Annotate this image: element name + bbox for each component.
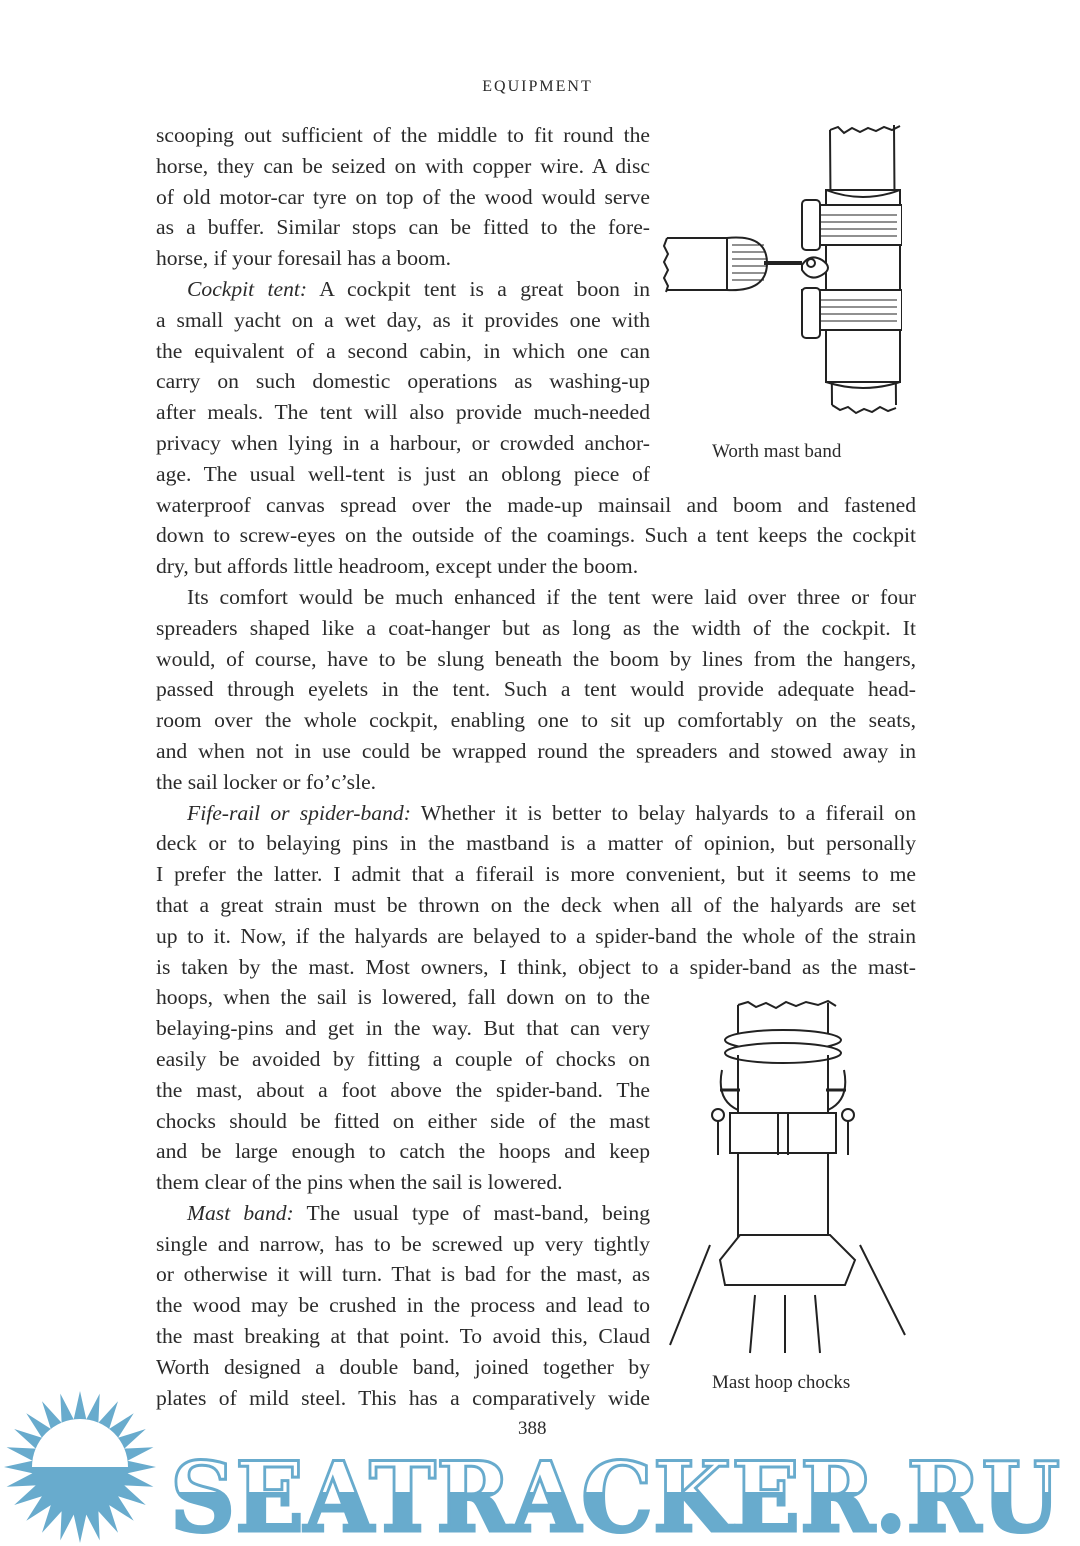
line-text: belaying-pins and get in the way. But that can very bbox=[156, 1016, 650, 1041]
text-line bbox=[156, 828, 916, 859]
text-line bbox=[156, 798, 916, 829]
text-line bbox=[156, 182, 650, 213]
text-line bbox=[156, 520, 916, 551]
line-text: easily be avoided by fitting a couple of chocks on bbox=[156, 1046, 650, 1071]
sun-icon bbox=[4, 1391, 156, 1543]
line-text: the mast, about a foot above the spider-band. The bbox=[156, 1077, 650, 1102]
line-text: passed through eyelets in the tent. Such a tent would provide adequate head- bbox=[156, 677, 916, 702]
line-text: up to it. Now, if the halyards are belayed to a spider-band the whole of the strain bbox=[156, 923, 916, 948]
text-line bbox=[156, 212, 650, 243]
line-text: waterproof canvas spread over the made-up mainsail and boom and fastened bbox=[156, 492, 916, 517]
worth-mast-band-illustration bbox=[662, 120, 902, 420]
line-text: Worth designed a double band, joined together by bbox=[156, 1354, 650, 1379]
text-line bbox=[156, 674, 916, 705]
text-line bbox=[156, 1167, 650, 1198]
text-line bbox=[156, 1075, 650, 1106]
text-line bbox=[156, 120, 650, 151]
text-line bbox=[156, 428, 650, 459]
text-line bbox=[156, 336, 650, 367]
line-text: would, of course, have to be slung beneath the boom by lines from the hangers, bbox=[156, 646, 916, 671]
text-line bbox=[156, 1044, 650, 1075]
line-text: as a buffer. Similar stops can be fitted to the fore- bbox=[156, 215, 650, 240]
figure-caption-worth-mast-band: Worth mast band bbox=[712, 441, 842, 462]
line-text: deck or to belaying pins in the mastband is a matter of opinion, but personally bbox=[156, 831, 916, 856]
text-line bbox=[156, 736, 916, 767]
line-text: age. The usual well-tent is just an oblong piece of bbox=[156, 461, 650, 486]
text-line bbox=[156, 1321, 650, 1352]
text-line bbox=[156, 644, 916, 675]
run-in-heading: Cockpit tent: bbox=[187, 276, 308, 301]
text-line bbox=[156, 243, 650, 274]
line-text: the wood may be crushed in the process and lead to bbox=[156, 1293, 650, 1318]
line-text: The usual type of mast-band, being bbox=[293, 1200, 651, 1225]
page-number: 388 bbox=[518, 1418, 547, 1439]
text-line bbox=[156, 151, 650, 182]
run-in-heading: Fife-rail or spider-band: bbox=[187, 800, 411, 825]
line-text: the equivalent of a second cabin, in which one can bbox=[156, 338, 650, 363]
text-line bbox=[156, 859, 916, 890]
text-line bbox=[156, 705, 916, 736]
line-text: or otherwise it will turn. That is bad for the mast, as bbox=[156, 1262, 650, 1287]
line-text: and be large enough to catch the hoops and keep bbox=[156, 1139, 650, 1164]
line-text: A cockpit tent is a great boon in bbox=[307, 276, 650, 301]
line-text: a small yacht on a wet day, as it provides one with bbox=[156, 307, 650, 332]
text-line bbox=[156, 490, 916, 521]
line-text: chocks should be fitted on either side of the mast bbox=[156, 1108, 650, 1133]
line-text: hoops, when the sail is lowered, fall down on to the bbox=[156, 985, 650, 1010]
run-in-heading: Mast band: bbox=[187, 1200, 294, 1225]
text-line bbox=[156, 1259, 650, 1290]
text-line bbox=[156, 305, 650, 336]
line-text: carry on such domestic operations as washing-up bbox=[156, 369, 650, 394]
text-line bbox=[156, 397, 650, 428]
line-text: and when not in use could be wrapped round the spreaders and stowed away in bbox=[156, 738, 916, 763]
line-text: dry, but affords little headroom, except under the boom. bbox=[156, 554, 639, 579]
mast-hoop-chocks-illustration bbox=[660, 995, 920, 1355]
line-text: spreaders shaped like a coat-hanger but as long as the width of the cockpit. It bbox=[156, 615, 916, 640]
line-text: down to screw-eyes on the outside of the coamings. Such a tent keeps the cockpit bbox=[156, 523, 916, 548]
line-text: them clear of the pins when the sail is lowered. bbox=[156, 1170, 563, 1195]
figure-caption-mast-hoop-chocks: Mast hoop chocks bbox=[712, 1372, 851, 1393]
line-text: that a great strain must be thrown on the deck when all of the halyards are set bbox=[156, 892, 916, 917]
text-line bbox=[156, 982, 650, 1013]
text-line bbox=[156, 767, 916, 798]
line-text: room over the whole cockpit, enabling one to sit up comfortably on the seats, bbox=[156, 708, 916, 733]
line-text: Whether it is better to belay halyards to a fiferail on bbox=[410, 800, 916, 825]
text-line bbox=[156, 1229, 650, 1260]
line-text: Its comfort would be much enhanced if the tent were laid over three or four bbox=[187, 584, 916, 609]
text-line bbox=[156, 551, 916, 582]
text-line bbox=[156, 921, 916, 952]
seatracker-watermark-logo bbox=[0, 1385, 1080, 1546]
line-text: single and narrow, has to be screwed up very tightly bbox=[156, 1231, 650, 1256]
line-text: scooping out sufficient of the middle to fit round the bbox=[156, 123, 650, 147]
line-text: privacy when lying in a harbour, or crowded anchor- bbox=[156, 430, 650, 455]
line-text: is taken by the mast. Most owners, I think, object to a spider-band as the mast- bbox=[156, 954, 916, 979]
text-line bbox=[156, 1013, 650, 1044]
line-text: plates of mild steel. This has a comparatively wide bbox=[156, 1385, 650, 1410]
line-text: horse, if your foresail has a boom. bbox=[156, 246, 452, 271]
text-line bbox=[156, 459, 650, 490]
text-line bbox=[156, 613, 916, 644]
text-line bbox=[156, 890, 916, 921]
line-text: the mast breaking at that point. To avoid this, Claud bbox=[156, 1324, 650, 1349]
line-text: after meals. The tent will also provide much-needed bbox=[156, 400, 650, 425]
running-header: EQUIPMENT bbox=[482, 78, 593, 95]
line-text: I prefer the latter. I admit that a fiferail is more convenient, but it seems to me bbox=[156, 862, 916, 887]
line-text: horse, they can be seized on with copper wire. A disc bbox=[156, 153, 650, 178]
text-line bbox=[156, 1352, 650, 1383]
text-line bbox=[156, 274, 650, 305]
line-text: the sail locker or fo’c’sle. bbox=[156, 769, 377, 794]
line-text: of old motor-car tyre on top of the wood would serve bbox=[156, 184, 650, 209]
text-line bbox=[156, 1198, 650, 1229]
text-line bbox=[156, 952, 916, 983]
text-line bbox=[156, 366, 650, 397]
watermark-text: SEATRACKER.RU bbox=[170, 1441, 1060, 1546]
text-line bbox=[156, 1136, 650, 1167]
text-line bbox=[156, 1290, 650, 1321]
text-line bbox=[156, 582, 916, 613]
text-line bbox=[156, 1106, 650, 1137]
